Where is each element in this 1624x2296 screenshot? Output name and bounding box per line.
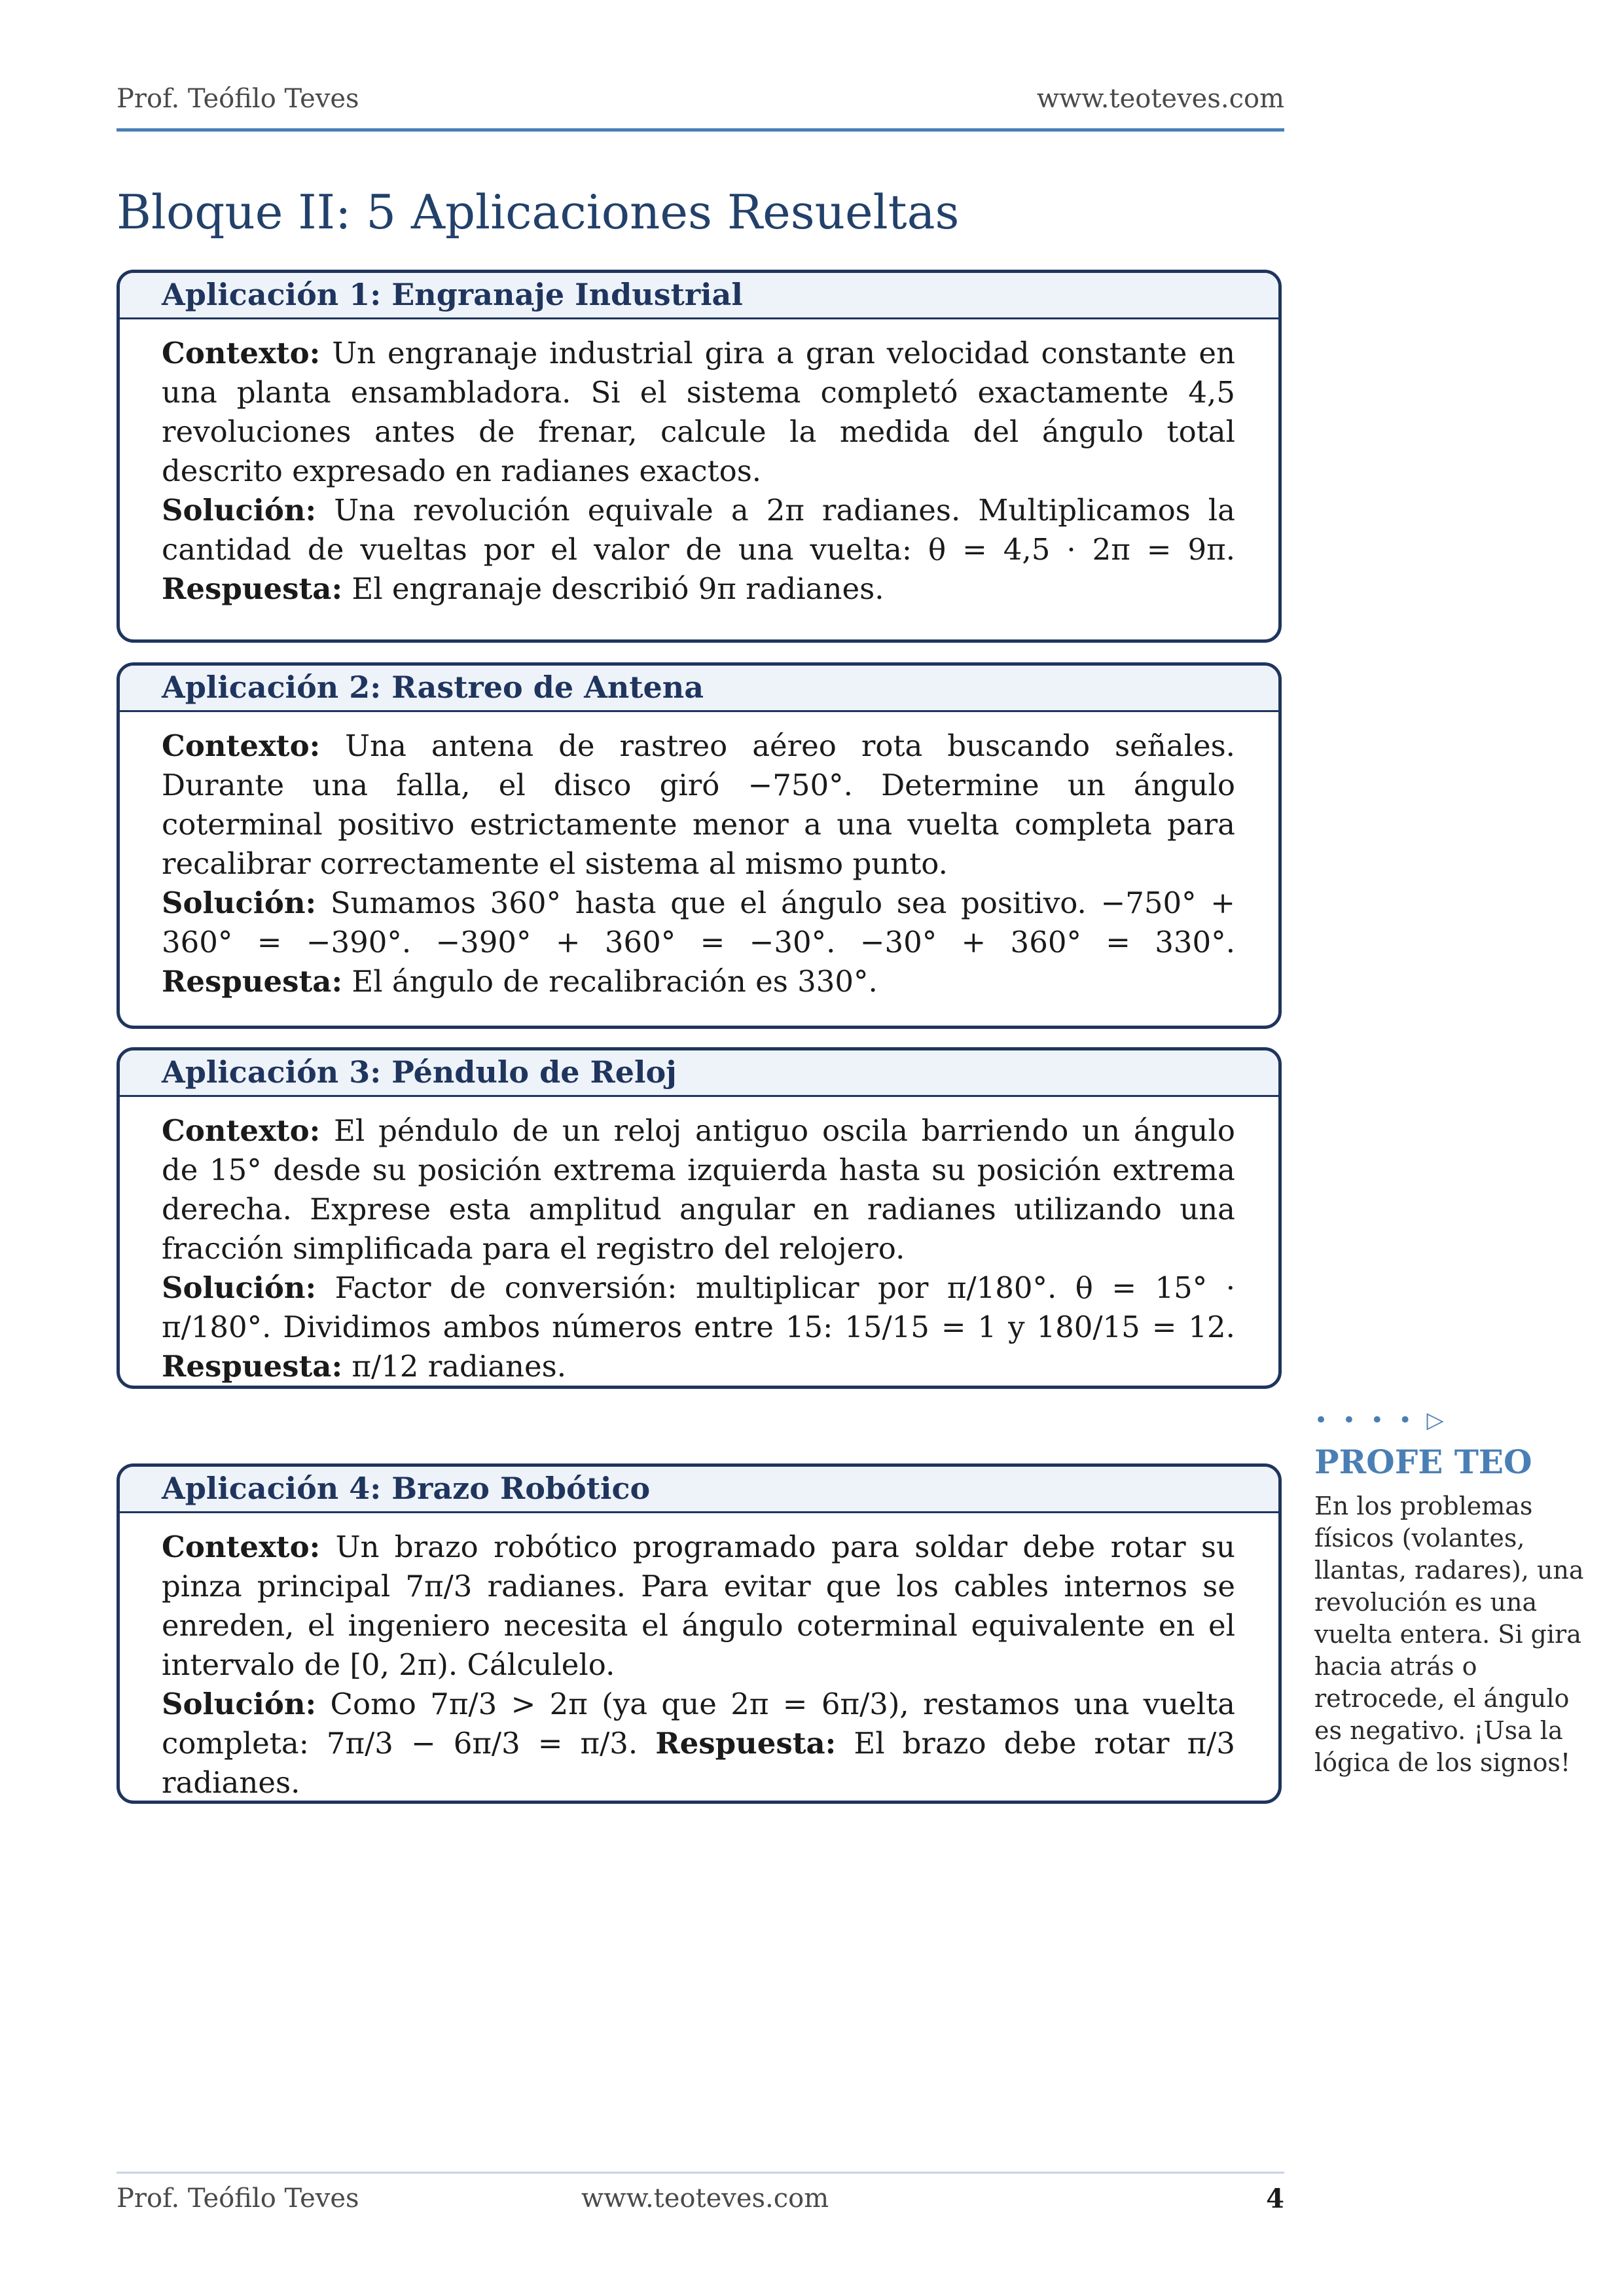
- dotted-arrow-icon: • • • • ▷: [1314, 1407, 1448, 1433]
- application-title: Aplicación 2: Rastreo de Antena: [120, 666, 1278, 712]
- solution-text: Una revolución equivale a 2π radianes. Multiplicamos la cantidad de vueltas por el valor de una vuelta: θ = 4,5 · 2π = 9π.: [162, 493, 1236, 567]
- footer-author: Prof. Teófilo Teves: [117, 2183, 359, 2214]
- context-paragraph: [162, 726, 1235, 884]
- context-text: Una antena de rastreo aéreo rota buscando señales. Durante una falla, el disco giró −750°. Determine un ángulo coterminal positivo estrictamente menor a una vuelta completa para recalibrar correctamente el sistema al mismo punto.: [162, 728, 1235, 881]
- solution-paragraph: [162, 884, 1235, 1001]
- application-box-3: [117, 1047, 1282, 1389]
- context-label: Contexto:: [162, 1530, 321, 1564]
- application-body: [120, 712, 1278, 1001]
- profe-teo-note: [1314, 1407, 1596, 1779]
- context-paragraph: [162, 334, 1235, 491]
- page-header: [117, 84, 1284, 123]
- solution-paragraph: [162, 1685, 1235, 1803]
- footer-website[interactable]: www.teoteves.com: [581, 2183, 829, 2214]
- header-author: Prof. Teófilo Teves: [117, 84, 359, 114]
- answer-label: Respuesta:: [162, 1349, 343, 1384]
- solution-label: Solución:: [162, 886, 317, 920]
- header-rule: [117, 128, 1284, 132]
- solution-text: Sumamos 360° hasta que el ángulo sea positivo. −750° + 360° = −390°. −390° + 360° = −30°. −30° + 360° = 330°.: [162, 886, 1235, 960]
- application-title: Aplicación 4: Brazo Robótico: [120, 1467, 1278, 1513]
- context-text: El péndulo de un reloj antiguo oscila barriendo un ángulo de 15° desde su posición extrema izquierda hasta su posición extrema derecha. Exprese esta amplitud angular en radianes utilizando una fracción simplificada para el registro del relojero.: [162, 1113, 1235, 1266]
- solution-label: Solución:: [162, 1687, 317, 1721]
- note-text: En los problemas físicos (volantes, llantas, radares), una revolución es una vuelta entera. Si gira hacia atrás o retrocede, el ángulo es negativo. ¡Usa la lógica de los signos!: [1314, 1492, 1584, 1777]
- context-text: Un engranaje industrial gira a gran velocidad constante en una planta ensambladora. Si el sistema completó exactamente 4,5 revoluciones antes de frenar, calcule la medida del ángulo total descrito expresado en radianes exactos.: [162, 336, 1235, 488]
- context-paragraph: [162, 1528, 1235, 1685]
- context-label: Contexto:: [162, 336, 321, 370]
- solution-paragraph: [162, 491, 1235, 609]
- application-title: Aplicación 3: Péndulo de Reloj: [120, 1050, 1278, 1097]
- footer-rule: [117, 2172, 1284, 2174]
- application-box-2: [117, 662, 1282, 1029]
- application-box-4: [117, 1463, 1282, 1804]
- page-number: 4: [1266, 2183, 1284, 2214]
- application-title: Aplicación 1: Engranaje Industrial: [120, 273, 1278, 319]
- context-label: Contexto:: [162, 728, 321, 763]
- answer-text: El ángulo de recalibración es 330°.: [352, 964, 878, 999]
- page-footer: [117, 2183, 1284, 2223]
- answer-label: Respuesta:: [162, 571, 343, 606]
- solution-text: Como 7π/3 > 2π (ya que 2π = 6π/3), restamos una vuelta completa: 7π/3 − 6π/3 = π/3.: [162, 1687, 1235, 1761]
- answer-label: Respuesta:: [162, 964, 343, 999]
- application-body: [120, 1097, 1278, 1386]
- note-title: PROFE TEO: [1314, 1443, 1532, 1481]
- application-box-1: [117, 270, 1282, 643]
- answer-text: π/12 radianes.: [352, 1349, 567, 1384]
- answer-text: El brazo debe rotar π/3 radianes.: [162, 1726, 1235, 1800]
- context-text: Un brazo robótico programado para soldar debe rotar su pinza principal 7π/3 radianes. Para evitar que los cables internos se enreden, el ingeniero necesita el ángulo coterminal equivalente en el intervalo de [0, 2π). Cálculelo.: [162, 1530, 1235, 1682]
- application-body: [120, 1513, 1278, 1803]
- solution-label: Solución:: [162, 1270, 317, 1305]
- solution-paragraph: [162, 1268, 1235, 1386]
- solution-label: Solución:: [162, 493, 317, 528]
- context-paragraph: [162, 1111, 1235, 1268]
- context-label: Contexto:: [162, 1113, 321, 1148]
- solution-text: Factor de conversión: multiplicar por π/180°. θ = 15° · π/180°. Dividimos ambos números entre 15: 15/15 = 1 y 180/15 = 12.: [162, 1270, 1235, 1344]
- page-title: Bloque II: 5 Aplicaciones Resueltas: [117, 185, 960, 240]
- application-body: [120, 319, 1278, 609]
- header-website[interactable]: www.teoteves.com: [1036, 84, 1284, 114]
- answer-label: Respuesta:: [655, 1726, 837, 1761]
- answer-text: El engranaje describió 9π radianes.: [352, 571, 884, 606]
